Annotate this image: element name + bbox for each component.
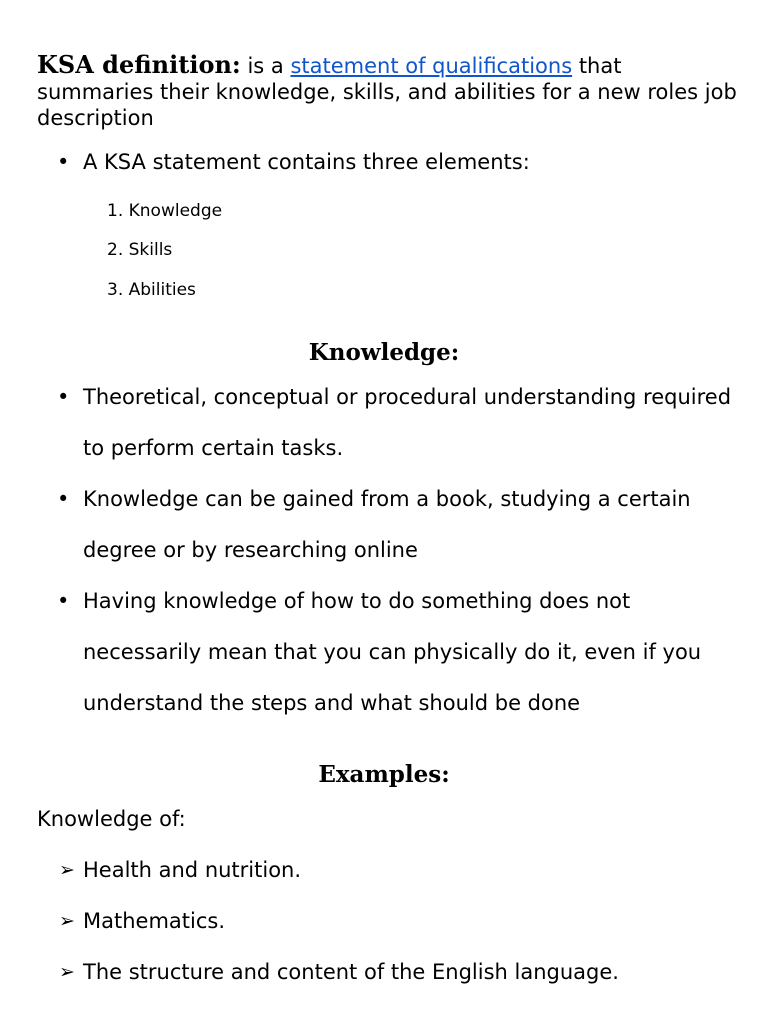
arrow-bullet-icon: ➢ xyxy=(59,961,75,983)
bullet-text: Theoretical, conceptual or procedural understanding required to perform certain tasks. xyxy=(83,385,732,460)
knowledge-point xyxy=(83,474,733,576)
example-item xyxy=(59,908,743,934)
bullet-text: A KSA statement contains three elements: xyxy=(83,150,530,174)
definition-post-link: that summaries their knowledge, skills, and abilities for a new roles job description xyxy=(37,54,737,130)
knowledge-point xyxy=(83,576,733,729)
example-item xyxy=(59,857,743,883)
definition-pre-link: is a xyxy=(240,54,291,78)
bullet-text: Having knowledge of how to do something does not necessarily mean that you can physically do it, even if you understand the steps and what should be done xyxy=(83,589,702,715)
knowledge-heading: Knowledge: xyxy=(308,339,460,366)
ksa-definition-paragraph xyxy=(37,52,737,131)
knowledge-point xyxy=(83,372,733,474)
element-item-skills: 2. Skills xyxy=(107,240,173,260)
example-text: Health and nutrition. xyxy=(83,858,302,882)
example-text: Mathematics. xyxy=(83,909,226,933)
examples-lead: Knowledge of: xyxy=(37,807,186,831)
arrow-bullet-icon: ➢ xyxy=(59,859,75,881)
element-item-knowledge: 1. Knowledge xyxy=(107,201,223,221)
example-text: The structure and content of the English language. xyxy=(83,960,619,984)
bullet-text: Knowledge can be gained from a book, studying a certain degree or by researching online xyxy=(83,487,691,562)
examples-heading: Examples: xyxy=(318,761,450,788)
definition-term: KSA definition: xyxy=(37,50,241,79)
statement-of-qualifications-link[interactable]: statement of qualifications xyxy=(290,54,573,78)
element-item-abilities: 3. Abilities xyxy=(107,280,196,300)
example-item xyxy=(59,959,743,985)
arrow-bullet-icon: ➢ xyxy=(59,910,75,932)
elements-intro-bullet xyxy=(83,137,733,188)
